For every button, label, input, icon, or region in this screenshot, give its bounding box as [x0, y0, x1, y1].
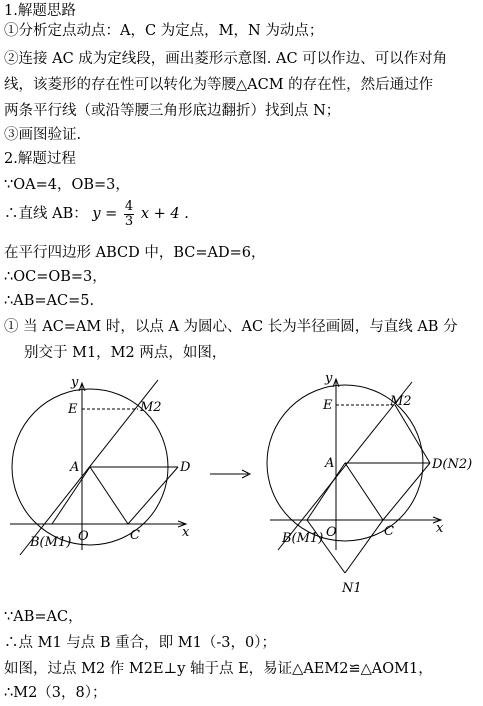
left-label-x: x	[182, 525, 190, 540]
heading-1: 1.解题思路	[4, 3, 76, 19]
fraction-numerator: 4	[124, 198, 134, 214]
step-2-eq: y =	[92, 206, 118, 222]
left-label-d: D	[180, 460, 191, 475]
case-1-line-1: ① 当 AC=AM 时，以点 A 为圆心、AC 长为半径画圆，与直线 AB 分	[4, 319, 458, 335]
right-label-e: E	[323, 398, 333, 413]
left-label-y: y	[71, 375, 79, 390]
right-segment-m2-d	[395, 405, 430, 463]
conclusion-3: 如图，过点 M2 作 M2E⊥y 轴于点 E，易证△AEM2≌△AOM1，	[4, 661, 433, 677]
heading-2: 2.解题过程	[4, 151, 76, 167]
right-segment-c-n1	[345, 520, 383, 573]
right-segment-ac	[345, 463, 383, 520]
right-label-o: O	[326, 525, 337, 540]
conclusion-2: ∴点 M1 与点 B 重合，即 M1（-3，0）；	[4, 635, 276, 651]
left-segment-cd	[128, 467, 178, 524]
transform-arrow	[210, 470, 250, 478]
right-label-y: y	[325, 371, 333, 386]
left-segment-ab	[52, 467, 90, 524]
step-2-tail: x + 4 .	[140, 206, 189, 222]
step-1: ∵OA=4，OB=3，	[4, 177, 130, 193]
right-label-d-n2: D(N2)	[432, 457, 473, 472]
step-2-prefix: ∴直线 AB：	[4, 206, 88, 222]
right-label-m2: M2	[390, 394, 412, 409]
fraction-denominator: 3	[124, 213, 134, 229]
left-segment-ac	[90, 467, 128, 524]
right-label-x: x	[436, 521, 444, 536]
right-label-c: C	[384, 524, 394, 539]
idea-2-line-1: ②连接 AC 成为定线段，画出菱形示意图. AC 可以作边、可以作对角	[4, 51, 448, 67]
left-label-a: A	[70, 460, 80, 475]
conclusion-1: ∵AB=AC，	[4, 609, 83, 625]
idea-1: ①分析定点动点：A，C 为定点，M，N 为动点；	[4, 23, 324, 39]
left-label-c: C	[130, 528, 140, 543]
left-label-b-m1: B(M1)	[30, 535, 72, 550]
case-1-line-2: 别交于 M1，M2 两点，如图，	[24, 345, 227, 361]
conclusion-4: ∴M2（3，8）；	[4, 685, 107, 701]
idea-2-line-2: 线，该菱形的存在性可以转化为等腰△ACM 的存在性，然后通过作	[4, 77, 434, 93]
step-4: ∴OC=OB=3，	[4, 269, 107, 285]
right-label-n1: N1	[342, 581, 362, 596]
geometry-figure	[0, 370, 483, 610]
left-label-o: O	[78, 529, 89, 544]
idea-2-line-3: 两条平行线（或沿等腰三角形底边翻折）找到点 N；	[4, 103, 341, 119]
step-3: 在平行四边形 ABCD 中，BC=AD=6，	[4, 245, 266, 261]
right-label-a: A	[325, 456, 335, 471]
fraction	[124, 200, 134, 229]
step-5: ∴AB=AC=5.	[4, 293, 95, 309]
left-label-m2: M2	[140, 400, 162, 415]
step-2	[4, 198, 189, 230]
left-label-e: E	[68, 402, 78, 417]
right-label-b-m1: B(M1)	[282, 531, 324, 546]
idea-3: ③画图验证.	[4, 127, 82, 143]
right-segment-ab	[307, 463, 345, 520]
